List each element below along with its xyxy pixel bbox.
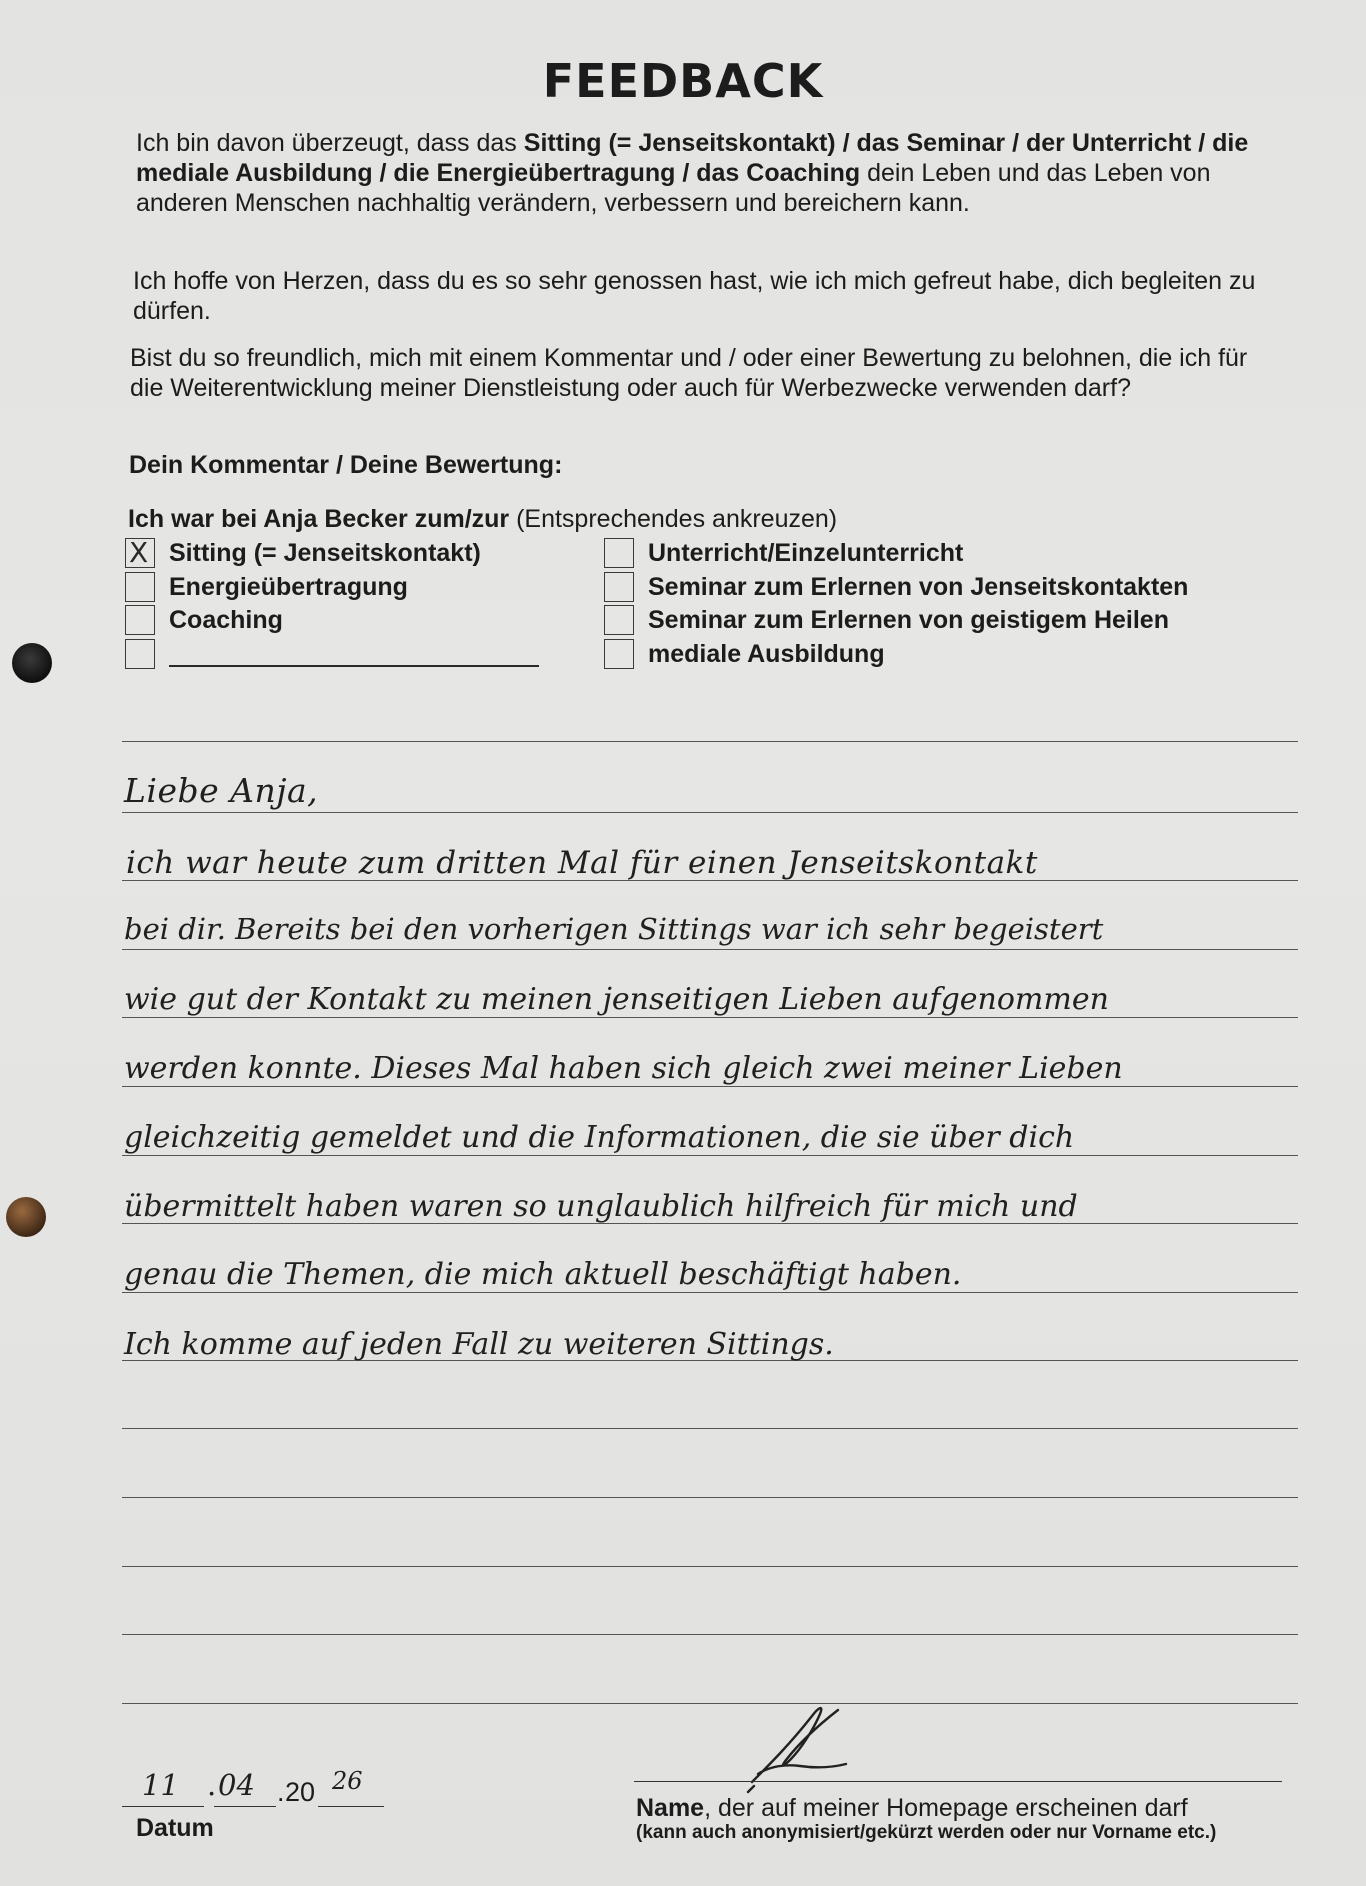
date-day: 11 — [142, 1768, 179, 1802]
checkbox-seminar-heilen[interactable] — [604, 605, 634, 635]
writing-line — [122, 1634, 1298, 1635]
checkbox-unterricht[interactable] — [604, 538, 634, 568]
date-label: Datum — [136, 1814, 214, 1842]
writing-line — [122, 1497, 1298, 1498]
name-label-bold: Name — [636, 1794, 705, 1822]
handwritten-line-8: genau die Themen, die mich aktuell beschäftigt haben. — [124, 1257, 962, 1292]
name-label — [636, 1794, 1188, 1823]
handwritten-line-4: wie gut der Kontakt zu meinen jenseitigen Lieben aufgenommen — [124, 982, 1109, 1017]
handwritten-line-1: Liebe Anja, — [124, 771, 319, 810]
attendance-label-bold: Ich war bei Anja Becker zum/zur — [128, 505, 510, 533]
writing-line — [122, 1566, 1298, 1567]
handwritten-line-9: Ich komme auf jeden Fall zu weiteren Sittings. — [124, 1327, 834, 1362]
checkbox-energieuebertragung[interactable] — [125, 572, 155, 602]
date-month-line — [214, 1806, 276, 1807]
option-energieuebertragung[interactable] — [125, 572, 408, 602]
option-seminar-heilen[interactable] — [604, 605, 1169, 635]
checkbox-other[interactable] — [125, 639, 155, 669]
writing-line — [122, 1086, 1298, 1087]
name-sublabel: (kann auch anonymisiert/gekürzt werden oder nur Vorname etc.) — [636, 1822, 1217, 1843]
date-separator-1: . — [207, 1768, 217, 1802]
option-label: Sitting (= Jenseitskontakt) — [169, 538, 481, 567]
checkbox-sitting[interactable] — [125, 538, 155, 568]
option-coaching[interactable] — [125, 605, 283, 635]
option-sitting[interactable] — [125, 538, 481, 568]
checkbox-mediale-ausbildung[interactable] — [604, 639, 634, 669]
other-blank-line[interactable] — [169, 641, 539, 667]
option-mediale-ausbildung[interactable] — [604, 639, 885, 669]
intro-paragraph-2: Ich hoffe von Herzen, dass du es so sehr genossen hast, wie ich mich gefreut habe, dich begleiten zu dürfen. — [133, 267, 1256, 325]
date-day-line — [122, 1806, 204, 1807]
date-year-prefix: 20 — [285, 1777, 316, 1807]
date-year-line — [318, 1806, 384, 1807]
option-label: Seminar zum Erlernen von Jenseitskontakten — [648, 572, 1189, 601]
handwritten-line-7: übermittelt haben waren so unglaublich hilfreich für mich und — [124, 1189, 1078, 1224]
date-month: 04 — [218, 1768, 255, 1802]
handwritten-line-5: werden konnte. Dieses Mal haben sich gleich zwei meiner Lieben — [124, 1051, 1123, 1086]
option-seminar-jenseitskontakte[interactable] — [604, 572, 1188, 602]
date-year-suffix: 26 — [332, 1767, 363, 1795]
intro-p1-part3: dein Leben und das Leben von anderen Menschen nachhaltig verändern, verbessern und bereichern kann. — [136, 159, 1211, 217]
punch-hole-top — [12, 643, 52, 683]
name-signature-line — [634, 1781, 1282, 1782]
date-separator-2: . — [277, 1777, 285, 1807]
option-label: mediale Ausbildung — [648, 639, 885, 668]
option-label: Seminar zum Erlernen von geistigem Heilen — [648, 605, 1169, 634]
intro-p1-part1: Ich bin davon überzeugt, dass das — [136, 129, 524, 157]
punch-hole-bottom — [6, 1197, 46, 1237]
attendance-label — [128, 505, 837, 534]
comment-heading: Dein Kommentar / Deine Bewertung: — [129, 451, 563, 479]
checkbox-coaching[interactable] — [125, 605, 155, 635]
page-title: FEEDBACK — [542, 54, 824, 108]
intro-paragraph-1 — [136, 128, 1266, 218]
writing-line — [122, 1155, 1298, 1156]
intro-p1-bold: Sitting (= Jenseitskontakt) / das Seminar / der Unterricht / die mediale Ausbildung / die Energieübertragung / das Coaching — [136, 129, 1249, 187]
writing-line — [122, 1017, 1298, 1018]
writing-line — [122, 1292, 1298, 1293]
option-unterricht[interactable] — [604, 538, 963, 568]
handwritten-line-3: bei dir. Bereits bei den vorherigen Sittings war ich sehr begeistert — [124, 912, 1104, 946]
option-other[interactable] — [125, 639, 539, 669]
handwritten-line-2: ich war heute zum dritten Mal für einen Jenseitskontakt — [126, 845, 1038, 881]
writing-line — [122, 741, 1298, 742]
option-label: Energieübertragung — [169, 572, 408, 601]
writing-line — [122, 1703, 1298, 1704]
checkbox-x-mark: X — [129, 536, 149, 569]
writing-line — [122, 949, 1298, 950]
writing-line — [122, 1428, 1298, 1429]
checkbox-seminar-jenseitskontakte[interactable] — [604, 572, 634, 602]
name-label-rest: , der auf meiner Homepage erscheinen darf — [704, 1794, 1188, 1822]
attendance-label-hint: (Entsprechendes ankreuzen) — [509, 505, 838, 533]
handwritten-line-6: gleichzeitig gemeldet und die Informationen, die sie über dich — [124, 1120, 1075, 1155]
option-label: Unterricht/Einzelunterricht — [648, 538, 964, 567]
intro-paragraph-3: Bist du so freundlich, mich mit einem Kommentar und / oder einer Bewertung zu belohnen, die ich für die Weiterentwicklung meiner Dienstleistung oder auch für Werbezwecke verwenden darf? — [130, 344, 1248, 402]
writing-line — [122, 812, 1298, 813]
signature-mark — [740, 1694, 870, 1794]
option-label: Coaching — [169, 605, 283, 634]
